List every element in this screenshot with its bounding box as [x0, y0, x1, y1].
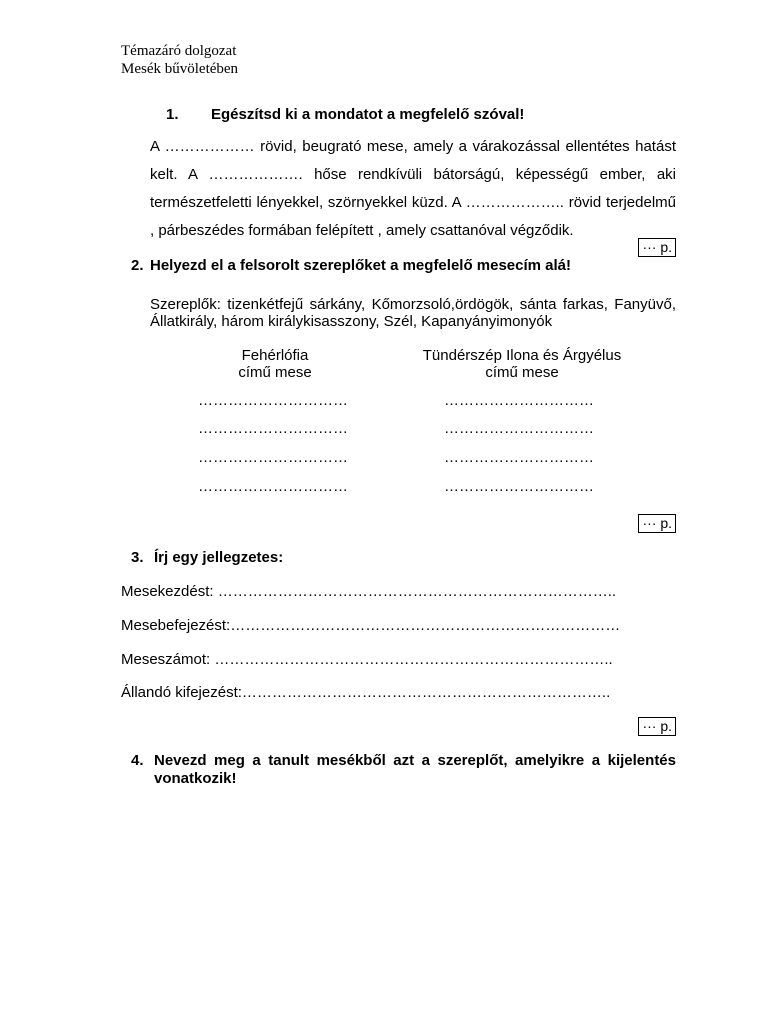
q2-col2-sub: című mese: [485, 364, 559, 381]
q3-line-opening[interactable]: Mesekezdést: ……………………………………………………………………..: [121, 583, 617, 600]
q2-col2-title: Tündérszép Ilona és Árgyélus: [422, 347, 622, 364]
q3-score-box: ··· p.: [638, 717, 676, 736]
q2-number: 2.: [131, 257, 144, 274]
q1-title: Egészítsd ki a mondatot a megfelelő szóval!: [211, 106, 525, 123]
q2-col1-blank[interactable]: …………………………: [198, 449, 348, 466]
q1-text: A ……………… rövid, beugrató mese, amely a várakozással ellentétes hatást kelt. A ………………. hőse rendkívüli bátorságú, képességű ember, aki természetfeletti lényekkel, szörnyekkel küzd. A ……………….. rövid terjedelmű , párbeszédes formában felépített , amely csattanóval végződik.: [150, 138, 676, 239]
header-line-1: Témazáró dolgozat: [121, 43, 237, 59]
q2-title: Helyezd el a felsorolt szereplőket a megfelelő mesecím alá!: [150, 257, 572, 274]
q4-number: 4.: [131, 752, 144, 769]
q2-col1-blank[interactable]: …………………………: [198, 478, 348, 495]
q2-column-1-heading: [175, 347, 375, 381]
q3-number: 3.: [131, 549, 144, 566]
q1-score-box: ··· p.: [638, 238, 676, 257]
q2-col1-blank[interactable]: …………………………: [198, 420, 348, 437]
q2-column-2-heading: [402, 347, 642, 381]
q1-number: 1.: [166, 106, 179, 123]
q3-line-phrase[interactable]: Állandó kifejezést:………………………………………………………………..: [121, 684, 611, 701]
q2-col2-blank[interactable]: …………………………: [444, 420, 594, 437]
q2-col1-title: Fehérlófia: [241, 347, 309, 364]
q3-line-ending[interactable]: Mesebefejezést:……………………………………………………………………: [121, 617, 621, 634]
q1-paragraph: [150, 133, 676, 245]
q2-col1-blank[interactable]: …………………………: [198, 392, 348, 409]
q3-title: Írj egy jellegzetes:: [154, 549, 284, 566]
q2-col2-blank[interactable]: …………………………: [444, 392, 594, 409]
q2-col2-blank[interactable]: …………………………: [444, 449, 594, 466]
q2-score-box: ··· p.: [638, 514, 676, 533]
q4-title: Nevezd meg a tanult mesékből azt a szereplőt, amelyikre a kijelentés vonatkozik!: [154, 752, 676, 787]
q2-characters: Szereplők: tizenkétfejű sárkány, Kőmorzsoló,ördögök, sánta farkas, Fanyüvő, Állatkirály, három királykisasszony, Szél, Kapanyányimonyók: [150, 296, 676, 330]
q3-line-number[interactable]: Meseszámot: ……………………………………………………………………..: [121, 651, 613, 668]
document-header: [121, 42, 238, 78]
header-line-2: Mesék bűvöletében: [121, 61, 239, 77]
q2-col2-blank[interactable]: …………………………: [444, 478, 594, 495]
q2-col1-sub: című mese: [238, 364, 312, 381]
